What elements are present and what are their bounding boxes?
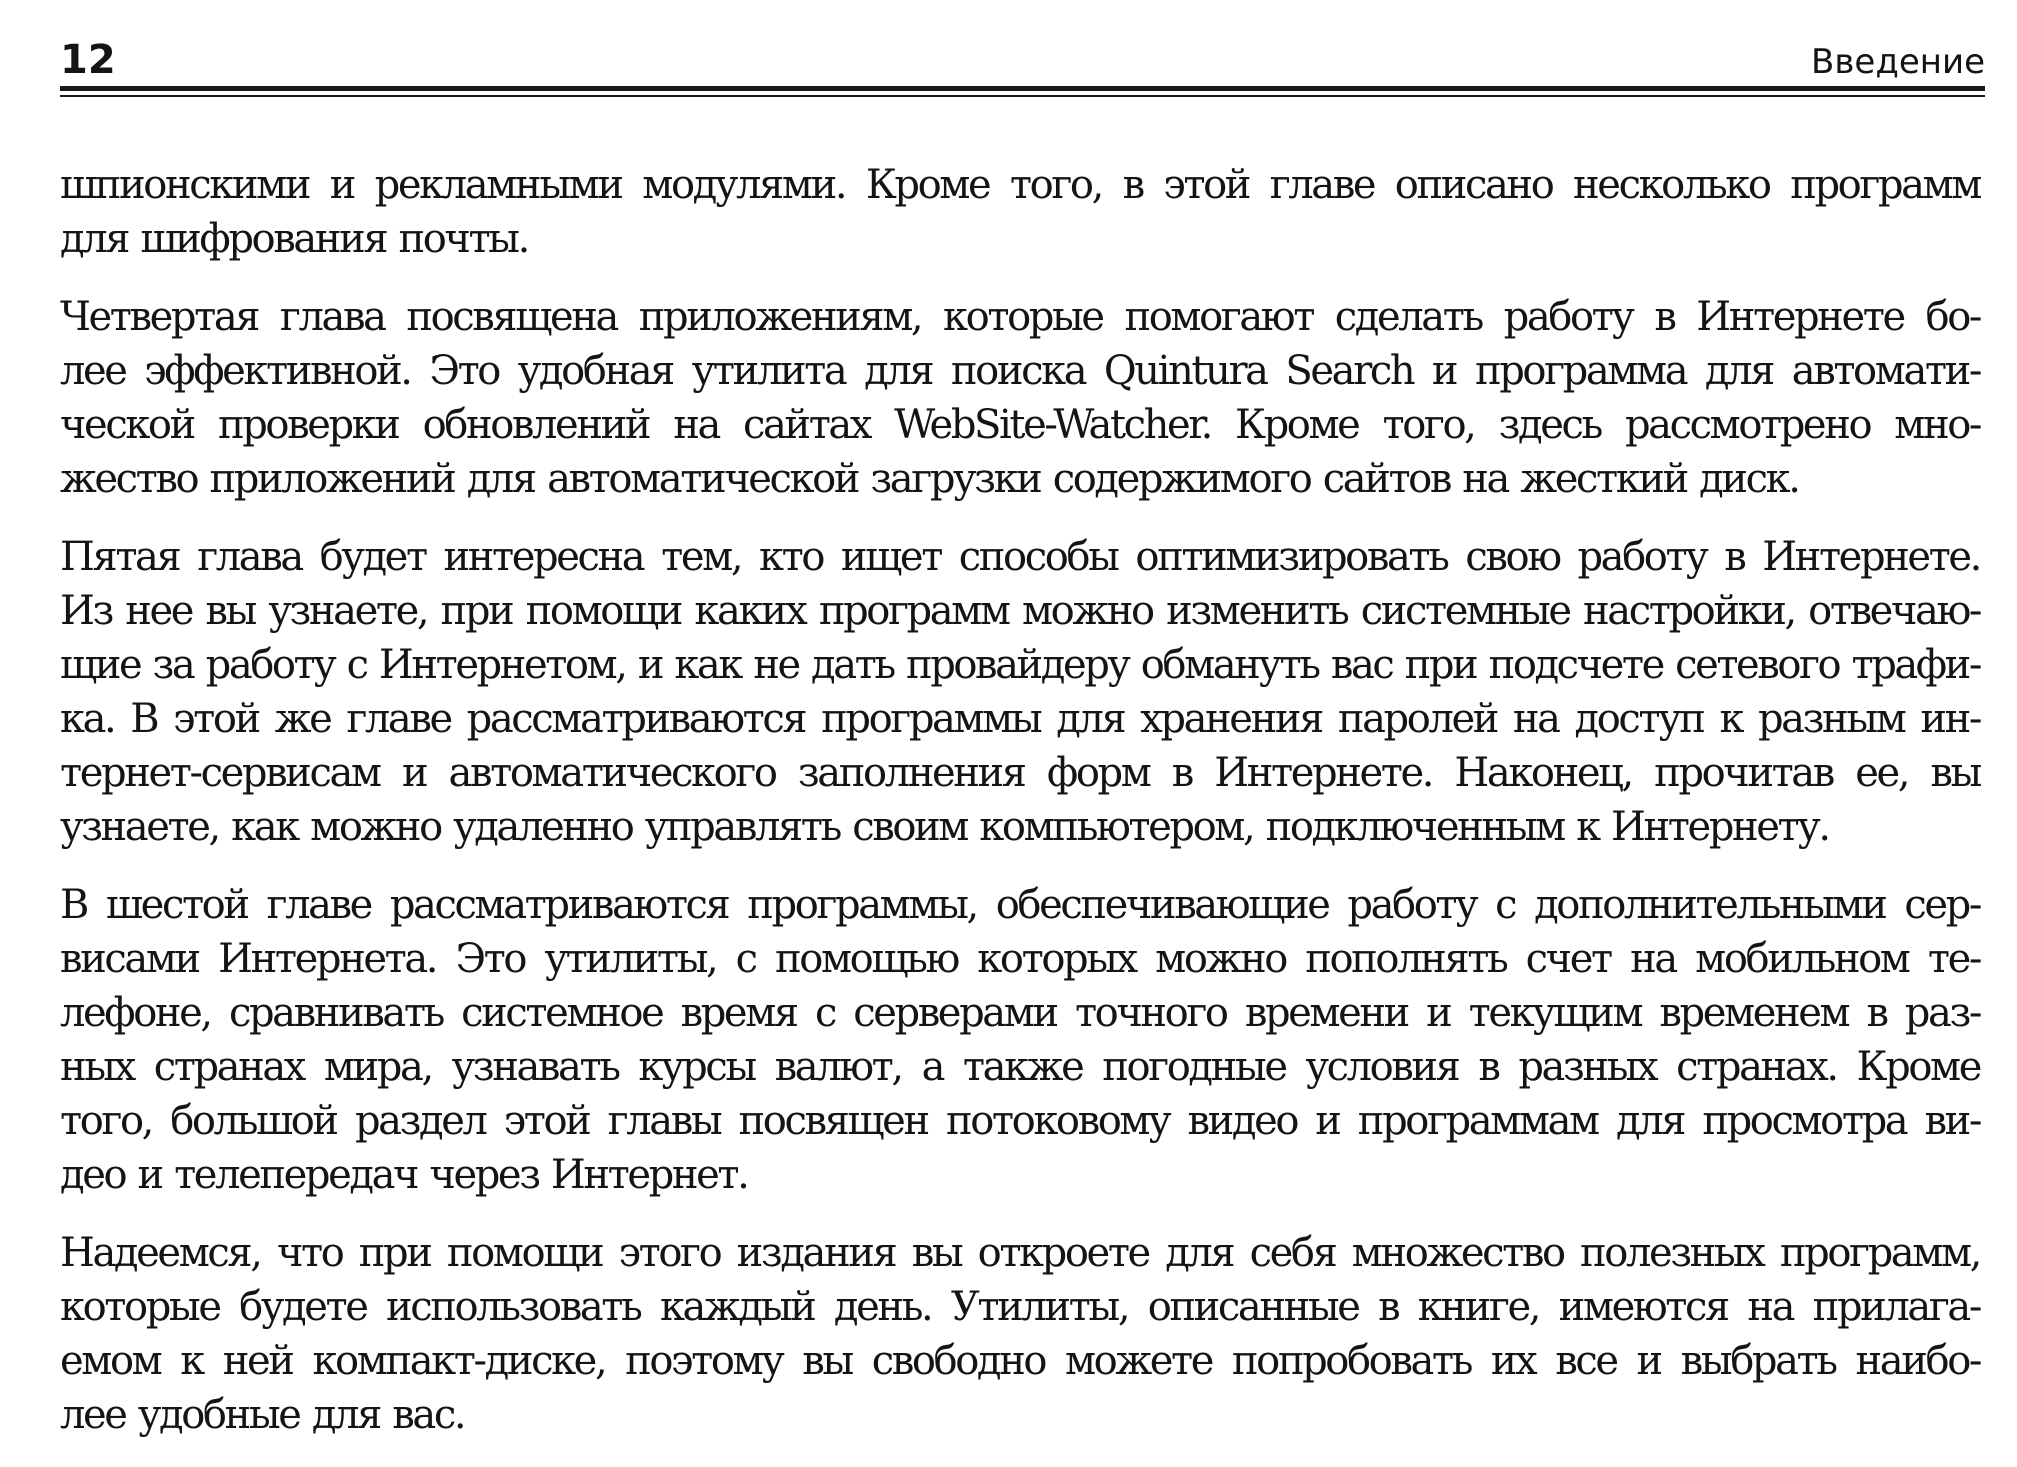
text-line: лефоне, сравнивать системное время с серверами точного времени и текущим временем в раз- [60,990,1980,1036]
paragraph [60,878,1980,1202]
text-line: Надеемся, что при помощи этого издания вы откроете для себя множество полезных программ, [60,1230,1980,1276]
text-line: щие за работу с Интернетом, и как не дать провайдеру обмануть вас при подсчете сетевого трафи- [60,642,1980,688]
text-line: Четвертая глава посвящена приложениям, которые помогают сделать работу в Интернете бо- [60,294,1980,340]
text-line: део и телепередач через Интернет. [60,1152,748,1198]
page-number: 12 [60,37,116,83]
text-line: емом к ней компакт-диске, поэтому вы свободно можете попробовать их все и выбрать наибо- [60,1338,1980,1384]
text-line: ных странах мира, узнавать курсы валют, а также погодные условия в разных странах. Кроме [60,1044,1980,1090]
text-line: лее удобные для вас. [60,1392,465,1438]
text-line: узнаете, как можно удаленно управлять своим компьютером, подключенным к Интернету. [60,804,1829,850]
header-rule-thin [60,95,1985,97]
header-rule-thick [60,86,1985,91]
body-text [60,158,1980,1466]
text-line: ка. В этой же главе рассматриваются программы для хранения паролей на доступ к разным ин- [60,696,1980,742]
text-line: для шифрования почты. [60,216,528,262]
text-line: Пятая глава будет интересна тем, кто ищет способы оптимизировать свою работу в Интернете. [60,534,1980,580]
text-line: которые будете использовать каждый день. Утилиты, описанные в книге, имеются на прилага- [60,1284,1980,1330]
running-title: Введение [1811,42,1985,82]
paragraph [60,1226,1980,1442]
page-header [60,28,1985,88]
text-line: жество приложений для автоматической загрузки содержимого сайтов на жесткий диск. [60,456,1799,502]
text-line: Из нее вы узнаете, при помощи каких программ можно изменить системные настройки, отвечаю- [60,588,1980,634]
text-line: В шестой главе рассматриваются программы, обеспечивающие работу с дополнительными сер- [60,882,1980,928]
paragraph [60,158,1980,266]
text-line: тернет-сервисам и автоматического заполнения форм в Интернете. Наконец, прочитав ее, вы [60,750,1980,796]
text-line: висами Интернета. Это утилиты, с помощью которых можно пополнять счет на мобильном те- [60,936,1980,982]
text-line: того, большой раздел этой главы посвящен потоковому видео и программам для просмотра ви- [60,1098,1980,1144]
paragraph [60,530,1980,854]
text-line: ческой проверки обновлений на сайтах WebSite-Watcher. Кроме того, здесь рассмотрено мно- [60,402,1980,448]
text-line: лее эффективной. Это удобная утилита для поиска Quintura Search и программа для автомати- [60,348,1980,394]
text-line: шпионскими и рекламными модулями. Кроме того, в этой главе описано несколько программ [60,162,1980,208]
paragraph [60,290,1980,506]
